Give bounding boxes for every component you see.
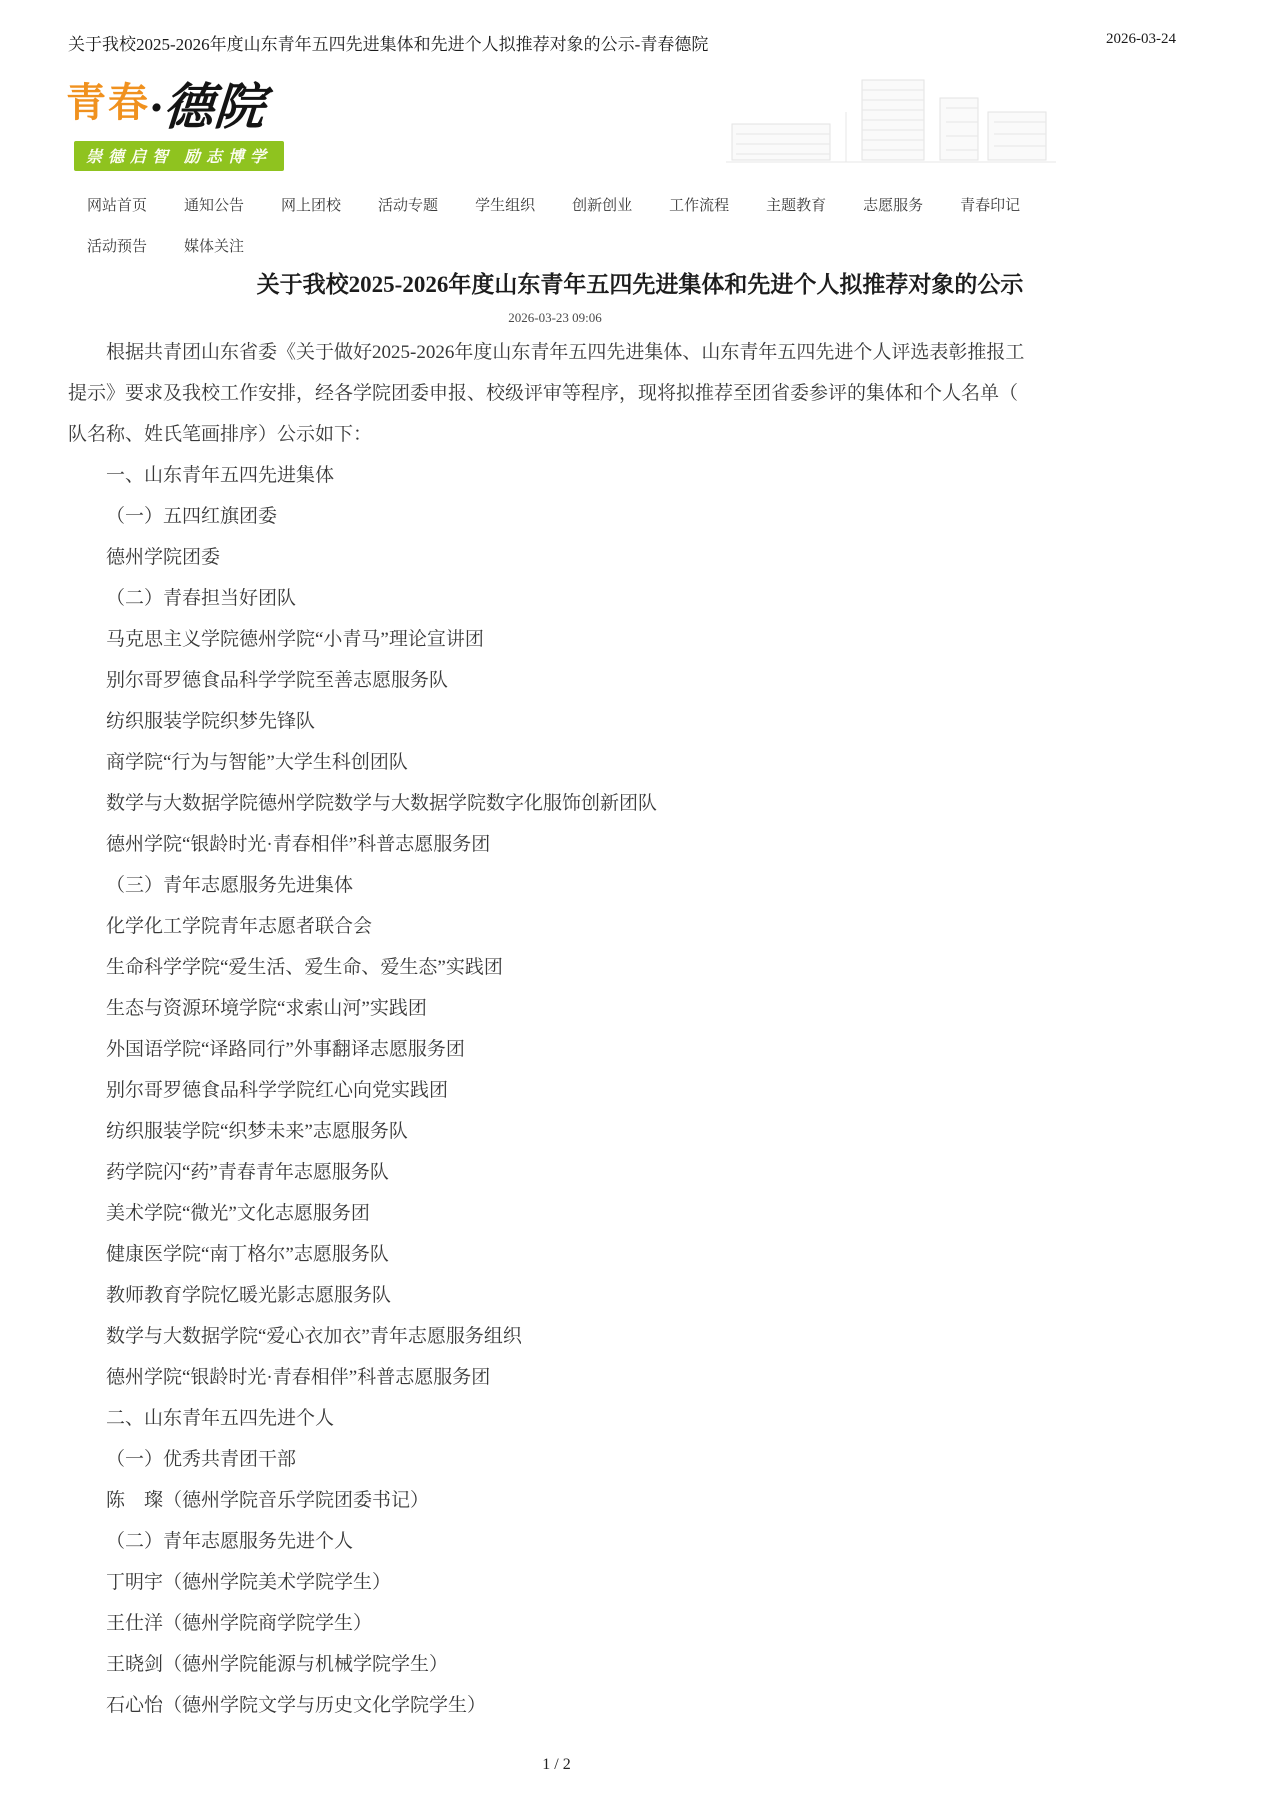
print-header-date: 2026-03-24 [1106, 31, 1176, 47]
article-line-15: 生命科学学院“爱生活、爱生命、爱生态”实践团 [106, 957, 503, 978]
logo-slogan: 崇德启智 励志博学 [74, 141, 284, 171]
article-line-9: 纺织服装学院织梦先锋队 [106, 711, 316, 732]
article-line-21: 美术学院“微光”文化志愿服务团 [106, 1203, 370, 1224]
article-line-6: （二）青春担当好团队 [106, 588, 297, 609]
nav-item-6[interactable]: 工作流程 [669, 198, 730, 214]
nav-item-5[interactable]: 创新创业 [572, 198, 633, 214]
article-line-20: 药学院闪“药”青春青年志愿服务队 [106, 1162, 389, 1183]
nav-item-3[interactable]: 活动专题 [378, 198, 439, 214]
article-line-33: 石心怡（德州学院文学与历史文化学院学生） [106, 1695, 487, 1716]
article-line-31: 王仕洋（德州学院商学院学生） [106, 1613, 373, 1634]
article-timestamp: 2026-03-23 09:06 [508, 310, 602, 325]
nav-item-9[interactable]: 青春印记 [960, 198, 1021, 214]
article-line-29: （二）青年志愿服务先进个人 [106, 1531, 354, 1552]
article-line-14: 化学化工学院青年志愿者联合会 [106, 916, 373, 937]
nav-item-0[interactable]: 网站首页 [87, 198, 148, 214]
article-line-5: 德州学院团委 [106, 547, 221, 568]
nav-item-extra-0[interactable]: 活动预告 [87, 239, 148, 255]
article-line-16: 生态与资源环境学院“求索山河”实践团 [106, 998, 427, 1019]
article-title: 关于我校2025-2026年度山东青年五四先进集体和先进个人拟推荐对象的公示 [256, 272, 1024, 297]
nav-row-1 [87, 194, 1020, 215]
article-line-17: 外国语学院“译路同行”外事翻译志愿服务团 [106, 1039, 465, 1060]
page-number: 1 / 2 [542, 1756, 571, 1773]
article-line-25: 德州学院“银龄时光·青春相伴”科普志愿服务团 [106, 1367, 491, 1388]
article-line-0: 根据共青团山东省委《关于做好2025-2026年度山东青年五四先进集体、山东青年五四先进个人评选表彰推报工 [106, 342, 1025, 363]
article-line-4: （一）五四红旗团委 [106, 506, 278, 527]
article-line-12: 德州学院“银龄时光·青春相伴”科普志愿服务团 [106, 834, 491, 855]
article-line-1: 提示》要求及我校工作安排，经各学院团委申报、校级评审等程序，现将拟推荐至团省委参评的集体和个人名单（ [68, 383, 1019, 404]
print-header-title: 关于我校2025-2026年度山东青年五四先进集体和先进个人拟推荐对象的公示-青春德院 [68, 35, 709, 54]
nav-item-8[interactable]: 志愿服务 [863, 198, 924, 214]
article-line-11: 数学与大数据学院德州学院数学与大数据学院数字化服饰创新团队 [106, 793, 658, 814]
article-line-28: 陈 璨（德州学院音乐学院团委书记） [106, 1490, 430, 1511]
article-line-23: 教师教育学院忆暖光影志愿服务队 [106, 1285, 392, 1306]
nav-item-7[interactable]: 主题教育 [766, 198, 827, 214]
logo-text-black: ·德院 [148, 79, 268, 135]
nav-item-4[interactable]: 学生组织 [475, 198, 536, 214]
article-line-7: 马克思主义学院德州学院“小青马”理论宣讲团 [106, 629, 484, 650]
article-line-27: （一）优秀共青团干部 [106, 1449, 297, 1470]
article-body [68, 332, 1045, 1726]
article-line-3: 一、山东青年五四先进集体 [106, 465, 335, 486]
site-logo[interactable] [66, 79, 284, 171]
article-line-2: 队名称、姓氏笔画排序）公示如下： [68, 424, 373, 445]
article-line-19: 纺织服装学院“织梦未来”志愿服务队 [106, 1121, 408, 1142]
campus-building-image [726, 72, 1056, 172]
article-line-18: 别尔哥罗德食品科学学院红心向党实践团 [106, 1080, 449, 1101]
article-line-13: （三）青年志愿服务先进集体 [106, 875, 354, 896]
article-line-30: 丁明宇（德州学院美术学院学生） [106, 1572, 392, 1593]
nav-item-extra-1[interactable]: 媒体关注 [184, 239, 245, 255]
article-line-10: 商学院“行为与智能”大学生科创团队 [106, 752, 408, 773]
logo-text-orange: 青春 [66, 80, 150, 125]
article-line-26: 二、山东青年五四先进个人 [106, 1408, 335, 1429]
article-line-22: 健康医学院“南丁格尔”志愿服务队 [106, 1244, 389, 1265]
nav-item-1[interactable]: 通知公告 [184, 198, 245, 214]
site-logo-text [66, 79, 284, 135]
nav-item-2[interactable]: 网上团校 [281, 198, 342, 214]
article-line-32: 王晓剑（德州学院能源与机械学院学生） [106, 1654, 449, 1675]
article-line-24: 数学与大数据学院“爱心衣加衣”青年志愿服务组织 [106, 1326, 522, 1347]
article-line-8: 别尔哥罗德食品科学学院至善志愿服务队 [106, 670, 449, 691]
nav-row-2 [87, 235, 244, 256]
